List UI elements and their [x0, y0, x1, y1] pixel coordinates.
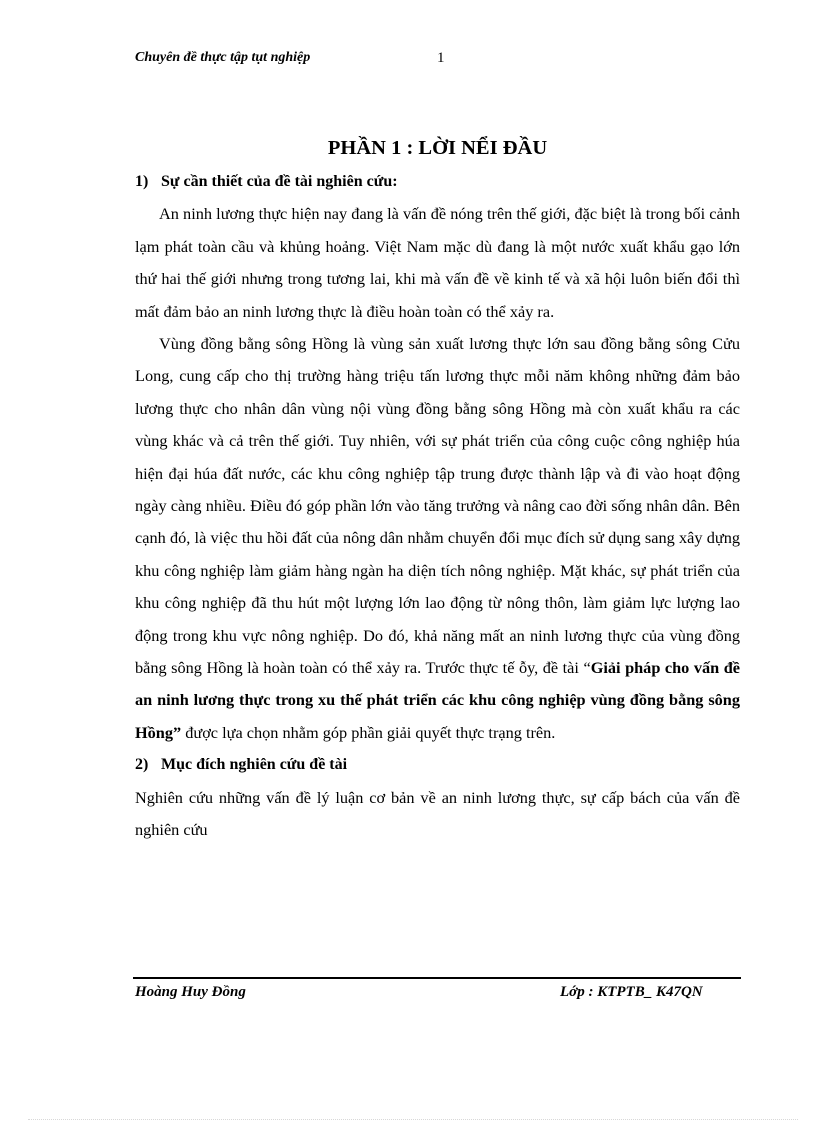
- footer-author: Hoàng Huy Đồng: [135, 984, 246, 1000]
- section-number: 2): [135, 756, 149, 774]
- paragraph-text: được lựa chọn nhằm góp phần giải quyết thực trạng trên.: [185, 722, 556, 742]
- page-edge-divider: [28, 1119, 798, 1120]
- running-header: [135, 50, 745, 70]
- footer-divider: [133, 977, 741, 979]
- footer-class: Lớp : KTPTB_ K47QN: [560, 984, 703, 1000]
- part-title: PHẦN 1 : LỜI NỂI ĐẦU: [327, 137, 548, 159]
- paragraph-text: Vùng đồng bằng sông Hồng là vùng sản xuất lương thực lớn sau đồng bằng sông Cửu Long, cung cấp cho thị trường hàng triệu tấn lương thực mỗi năm không những đảm bảo lương thực cho nhân dân vùng nội vùng đồng bằng sông Hồng mà còn xuất khẩu ra các vùng khác và cả trên thế giới. Tuy nhiên, với sự phát triển của công cuộc công nghiệp húa hiện đại húa đất nước, các khu công nghiệp tập trung được thành lập và đi vào hoạt động ngày càng nhiều. Điều đó góp phần lớn vào tăng trưởng và nâng cao đời sống nhân dân. Bên cạnh đó, là việc thu hồi đất của nông dân nhằm chuyển đổi mục đích sử dụng sang xây dựng khu công nghiệp làm giảm hàng ngàn ha diện tích nông nghiệp. Mặt khác, sự phát triển của khu công nghiệp đã thu hút một lượng lớn lao động từ nông thôn, làm giảm lực lượng lao động trong khu vực nông nghiệp. Do đó, khả năng mất an ninh lương thực của vùng đồng bằng sông Hồng là hoàn toàn có thể xảy ra. Trước thực tế ỗy, đề tài “: [135, 334, 740, 678]
- section-heading-2: [135, 749, 740, 781]
- running-footer: [135, 984, 740, 1004]
- section-heading-1: [135, 166, 740, 198]
- paragraph: An ninh lương thực hiện nay đang là vấn đề nóng trên thế giới, đặc biệt là trong bối cảnh lạm phát toàn cầu và khủng hoảng. Việt Nam mặc dù đang là một nước xuất khẩu gạo lớn thứ hai thế giới nhưng trong tương lai, khi mà vấn đề về kinh tế và xã hội luôn biến đổi thì mất đảm bảo an ninh lương thực là điều hoàn toàn có thể xảy ra.: [135, 204, 740, 321]
- header-title: Chuyên đề thực tập tụt nghiệp: [135, 50, 311, 65]
- section-heading-text: Mục đích nghiên cứu đề tài: [161, 756, 348, 774]
- paragraph: [135, 328, 740, 749]
- paragraph: Nghiên cứu những vấn đề lý luận cơ bản về an ninh lương thực, sự cấp bách của vấn đề nghiên cứu: [135, 787, 740, 840]
- document-body: [135, 130, 740, 847]
- topic-title: Giải pháp cho vấn đề an ninh lương thực trong xu thế phát triển các khu công nghiệp vùng đồng bằng sông Hồng”: [135, 658, 740, 742]
- section-heading-text: Sự cần thiết của đề tài nghiên cứu:: [161, 173, 398, 190]
- section-number: 1): [135, 173, 149, 190]
- page-number: 1: [437, 50, 445, 66]
